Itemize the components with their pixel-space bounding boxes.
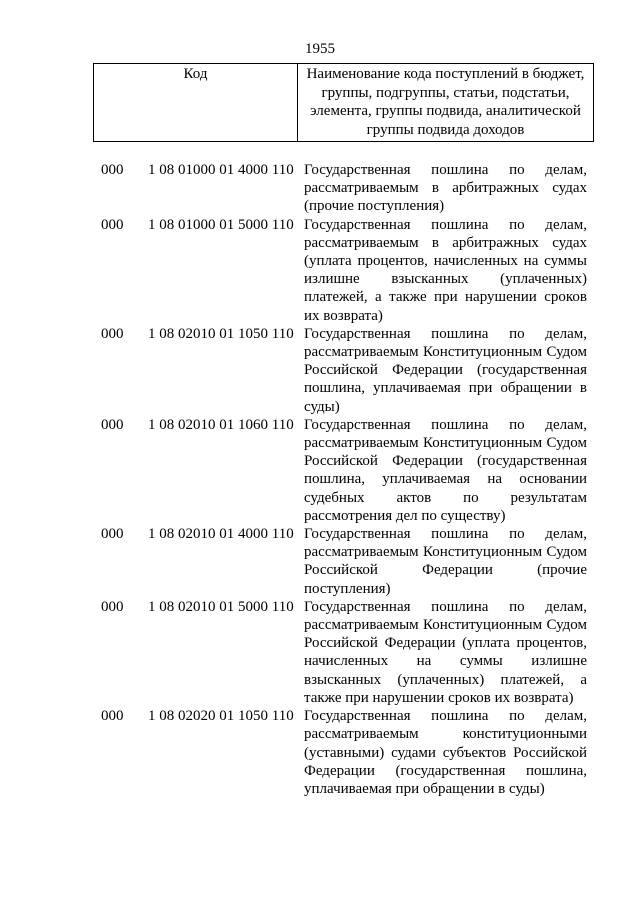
admin-code: 000 — [101, 416, 124, 433]
income-description: Государственная пошлина по делам, рассматриваемым Конституционным Судом Российской Федерации (государственная пошлина, уплачиваемая на основании судебных актов по результатам рассмотрения дел по существу) — [304, 416, 587, 524]
income-code: 1 08 01000 01 5000 110 — [148, 216, 294, 233]
admin-code: 000 — [101, 708, 124, 725]
admin-code: 000 — [101, 598, 124, 615]
table-row — [0, 325, 640, 416]
income-code: 1 08 02010 01 1060 110 — [148, 416, 294, 433]
income-description: Государственная пошлина по делам, рассматриваемым конституционными (уставными) судами субъектов Российской Федерации (государственная пошлина, уплачиваемая при обращении в суды) — [304, 708, 587, 797]
admin-code: 000 — [101, 216, 124, 233]
income-code: 1 08 02010 01 1050 110 — [148, 325, 294, 342]
income-code: 1 08 02010 01 5000 110 — [148, 598, 294, 615]
income-description: Государственная пошлина по делам, рассматриваемым в арбитражных судах (прочие поступления) — [304, 162, 587, 215]
header-name-label: Наименование кода поступлений в бюджет, группы, подгруппы, статьи, подстатьи, элемента, группы подвида, аналитической группы подвида доходов — [306, 66, 585, 138]
page-number: 1955 — [305, 41, 335, 57]
income-description: Государственная пошлина по делам, рассматриваемым Конституционным Судом Российской Федерации (уплата процентов, начисленных на суммы излишне взысканных (уплаченных) платежей, а также при нарушении сроков их возврата) — [304, 598, 587, 706]
income-description: Государственная пошлина по делам, рассматриваемым в арбитражных судах (уплата процентов, начисленных на суммы излишне взысканных (уплаченных) платежей, а также при нарушении сроков их возврата) — [304, 216, 587, 324]
header-code-label: Код — [94, 64, 298, 141]
table-row — [0, 707, 640, 798]
admin-code: 000 — [101, 526, 124, 543]
table-row — [0, 598, 640, 707]
table-row — [0, 216, 640, 325]
table-header — [93, 63, 594, 142]
table-row — [0, 416, 640, 525]
income-code: 1 08 01000 01 4000 110 — [148, 162, 294, 178]
income-code: 1 08 02020 01 1050 110 — [148, 708, 294, 725]
income-description: Государственная пошлина по делам, рассматриваемым Конституционным Судом Российской Федерации (государственная пошлина, уплачиваемая при обращении в суды) — [304, 325, 587, 415]
income-description: Государственная пошлина по делам, рассматриваемым Конституционным Судом Российской Федерации (прочие поступления) — [304, 526, 587, 597]
table-row — [0, 161, 640, 216]
income-code-list — [0, 161, 640, 798]
table-row — [0, 525, 640, 598]
admin-code: 000 — [101, 162, 124, 178]
admin-code: 000 — [101, 325, 124, 342]
income-code: 1 08 02010 01 4000 110 — [148, 526, 294, 543]
